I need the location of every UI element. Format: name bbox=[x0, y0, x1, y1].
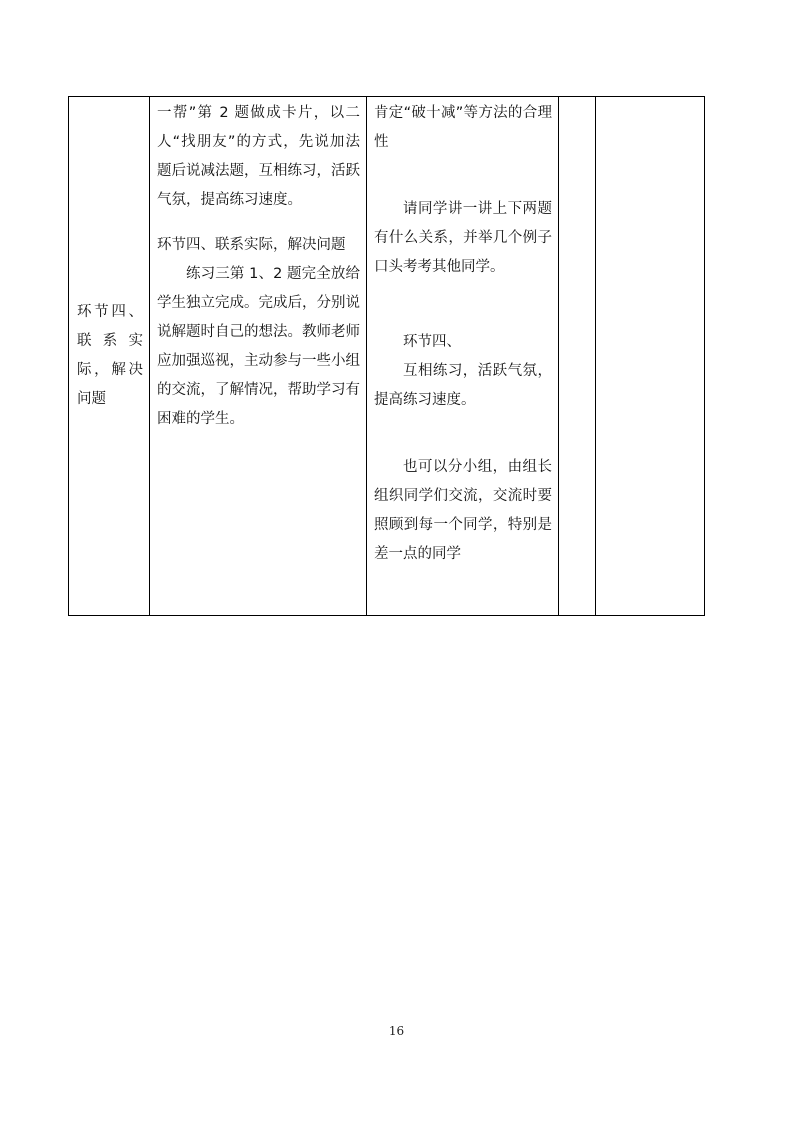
intent-cell bbox=[367, 97, 559, 616]
empty-cell-4 bbox=[559, 97, 596, 616]
intent-paragraph-2: 请同学讲一讲上下两题有什么关系，并举几个例子口头考考其他同学。 bbox=[374, 201, 552, 275]
stage-cell bbox=[69, 97, 150, 616]
activity-heading: 环节四、联系实际，解决问题 bbox=[157, 237, 346, 253]
intent-paragraph-3: 互相练习，活跃气氛，提高练习速度。 bbox=[374, 363, 552, 408]
empty-cell-5 bbox=[596, 97, 705, 616]
lesson-plan-table bbox=[68, 96, 705, 616]
intent-paragraph-4: 也可以分小组，由组长组织同学们交流，交流时要照顾到每一个同学，特别是差一点的同学 bbox=[374, 459, 552, 562]
activity-cell bbox=[150, 97, 367, 616]
table-row bbox=[69, 97, 705, 616]
stage-label: 环节四、联 系 实 际，解决问题 bbox=[77, 304, 143, 407]
intent-heading: 环节四、 bbox=[403, 334, 461, 350]
activity-paragraph-2: 练习三第 1、2 题完全放给学生独立完成。完成后，分别说说解题时自己的想法。教师老师应加强巡视，主动参与一些小组的交流，了解情况，帮助学习有困难的学生。 bbox=[157, 266, 360, 427]
activity-paragraph-1: 一帮”第 2 题做成卡片，以二人“找朋友”的方式，先说加法题后说减法题，互相练习，活跃气氛，提高练习速度。 bbox=[157, 105, 360, 208]
page-number: 16 bbox=[388, 1024, 405, 1038]
intent-paragraph-1: 肯定“破十减”等方法的合理性 bbox=[374, 105, 552, 150]
